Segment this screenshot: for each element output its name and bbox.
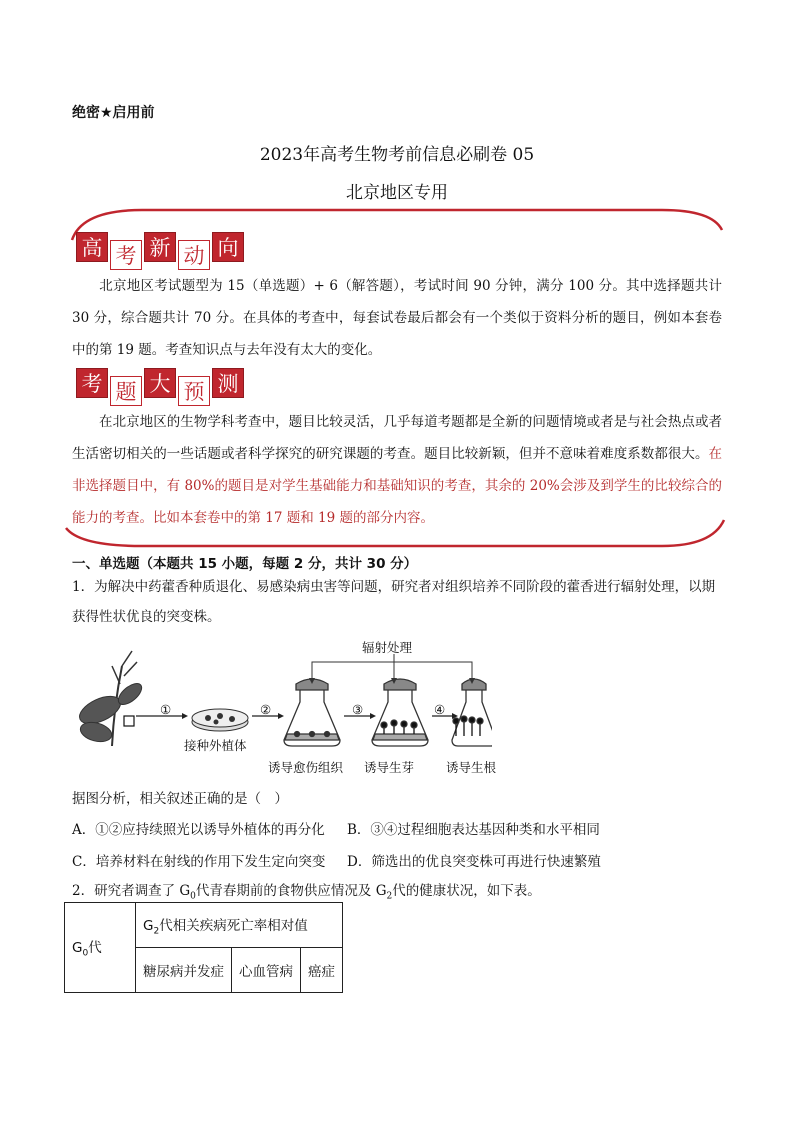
step-4-marker: ④ — [434, 702, 446, 717]
option-b[interactable]: B．③④过程细胞表达基因种类和水平相同 — [347, 822, 600, 838]
flask-icon — [284, 679, 340, 746]
confidential-label: 绝密★启用前 — [72, 105, 155, 121]
option-d[interactable]: D．筛选出的优良突变株可再进行快速繁殖 — [347, 854, 601, 870]
table-group-header: $G_2$代相关疾病死亡率相对值 — [136, 903, 343, 948]
question-1-stem: 1．为解决中药藿香种质退化、易感染病虫害等问题，研究者对组织培养不同阶段的藿香进行辐射处理，以期获得性状优良的突变株。 — [72, 579, 716, 625]
banner-char: 考 — [76, 368, 108, 398]
label-callus: 诱导愈伤组织 — [268, 760, 344, 775]
banner-char: 预 — [178, 376, 210, 406]
option-a[interactable]: A．①②应持续照光以诱导外植体的再分化 — [72, 822, 325, 838]
petri-dish-icon — [192, 709, 248, 731]
banner-char: 大 — [144, 368, 176, 398]
banner-char: 题 — [110, 376, 142, 406]
intro-paragraph: 北京地区考试题型为 15（单选题）+ 6（解答题），考试时间 90 分钟，满分 100 分。其中选择题共计 30 分，综合题共计 70 分。在具体的考查中，每套试卷最后都会有一个类似于资料分析的题目，例如本套卷中的第 19 题。考查知识点与去年没有太大的变化。 — [72, 278, 722, 358]
label-shoot: 诱导生芽 — [364, 760, 415, 775]
data-table — [64, 902, 343, 993]
question-1-prompt: 据图分析，相关叙述正确的是（ ） — [72, 791, 288, 807]
banner-char: 考 — [110, 240, 142, 270]
question-2-stem: 2．研究者调查了 $G_0$代青春期前的食物供应情况及 $G_2$代的健康状况，如下表。 — [72, 883, 541, 902]
banner-char: 向 — [212, 232, 244, 262]
radiation-label: 辐射处理 — [362, 640, 413, 655]
figure-drawing — [72, 636, 492, 776]
q1-figure — [72, 636, 497, 776]
banner-forecast — [76, 368, 244, 406]
banner-gaokao-trends — [76, 232, 244, 270]
step-1-marker: ① — [160, 702, 172, 717]
plant-icon — [75, 651, 145, 746]
option-c[interactable]: C．培养材料在射线的作用下发生定向突变 — [72, 854, 326, 870]
flask-icon — [372, 679, 428, 746]
flask-icon — [452, 679, 492, 746]
banner-char: 高 — [76, 232, 108, 262]
section-heading: 一、单选题（本题共 15 小题，每题 2 分，共计 30 分） — [72, 556, 418, 572]
exam-title: 2023年高考生物考前信息必刷卷 05 — [259, 145, 535, 165]
step-3-marker: ③ — [352, 702, 364, 717]
banner-char: 测 — [212, 368, 244, 398]
banner-char: 新 — [144, 232, 176, 262]
table-row-header: $G_0$代 — [65, 903, 136, 993]
label-root: 诱导生根 — [446, 760, 497, 775]
exam-subtitle: 北京地区专用 — [346, 183, 448, 203]
table-col-header: 心血管病 — [232, 948, 301, 993]
forecast-paragraph: 在北京地区的生物学科考查中，题目比较灵活，几乎每道考题都是全新的问题情境或者是与社会热点或者生活密切相关的一些话题或者科学探究的研究课题的考查。题目比较新颖，但并不意味着难度系数都很大。在非选择题目中，有 80%的题目是对学生基础能力和基础知识的考查，其余的 20%会涉及到学生的比较综合的能力的考查。比如本套卷中的第 17 题和 19 题的部分内容。 — [72, 414, 722, 526]
forecast-highlight: 在非选择题目中，有 80%的题目是对学生基础能力和基础知识的考查，其余的 20%会涉及到学生的比较综合的能力的考查。比如本套卷中的第 17 题和 19 题的部分内容。 — [72, 446, 722, 526]
table-col-header: 癌症 — [301, 948, 343, 993]
label-explant: 接种外植体 — [184, 738, 247, 753]
step-2-marker: ② — [260, 702, 272, 717]
table-col-header: 糖尿病并发症 — [136, 948, 232, 993]
banner-char: 动 — [178, 240, 210, 270]
